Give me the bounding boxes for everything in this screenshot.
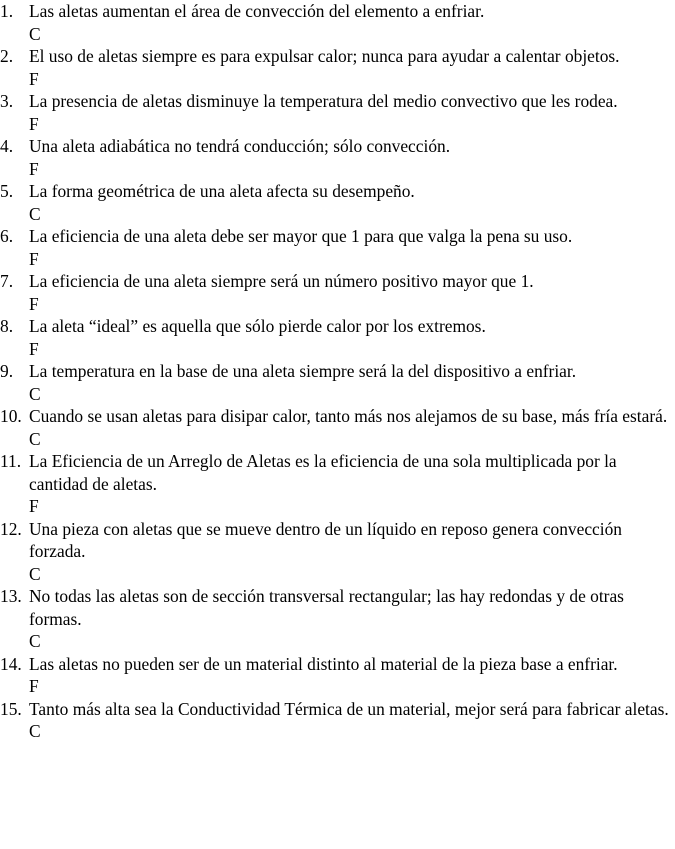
question-text: Las aletas no pueden ser de un material distinto al material de la pieza base a enfriar.	[29, 653, 618, 674]
question-answer: F	[29, 496, 39, 516]
question-row	[0, 180, 675, 203]
question-text: La Eficiencia de un Arreglo de Aletas es la eficiencia de una sola multiplicada por la cantidad de aletas.	[29, 451, 617, 494]
question-answer: F	[29, 248, 39, 269]
question-row	[0, 315, 675, 338]
question-text: Las aletas aumentan el área de convección del elemento a enfriar.	[29, 1, 485, 21]
question-number: 14.	[0, 653, 22, 674]
question-answer: F	[29, 338, 39, 359]
question-answer: C	[29, 203, 41, 224]
question-text: La temperatura en la base de una aleta siempre será la del dispositivo a enfriar.	[29, 361, 577, 381]
question-number: 12.	[0, 518, 22, 539]
question-number: 3.	[0, 91, 14, 111]
question-row	[0, 585, 675, 630]
question-text: Una aleta adiabática no tendrá conducción; sólo convección.	[29, 136, 451, 156]
question-row	[0, 653, 675, 676]
question-answer: F	[29, 113, 39, 134]
question-text: Una pieza con aletas que se mueve dentro de un líquido en reposo genera convección forzada.	[29, 518, 622, 561]
question-answer: C	[29, 428, 41, 449]
question-text: La aleta “ideal” es aquella que sólo pierde calor por los extremos.	[29, 316, 486, 336]
question-item	[0, 135, 675, 180]
question-text: La eficiencia de una aleta debe ser mayor que 1 para que valga la pena su uso.	[29, 226, 573, 246]
question-row	[0, 225, 675, 248]
question-item	[0, 0, 675, 45]
question-item	[0, 698, 675, 743]
question-text: La forma geométrica de una aleta afecta su desempeño.	[29, 181, 415, 201]
question-row	[0, 360, 675, 383]
question-item	[0, 180, 675, 225]
question-text: No todas las aletas son de sección transversal rectangular; las hay redondas y de otras formas.	[29, 586, 624, 629]
question-item	[0, 360, 675, 405]
question-item	[0, 45, 675, 90]
question-row	[0, 518, 675, 563]
question-number: 1.	[0, 1, 14, 21]
question-number: 10.	[0, 406, 22, 426]
question-number: 9.	[0, 361, 14, 381]
question-number: 6.	[0, 226, 14, 246]
question-text: El uso de aletas siempre es para expulsar calor; nunca para ayudar a calentar objetos.	[29, 46, 620, 66]
question-row	[0, 0, 675, 23]
question-answer: C	[29, 383, 41, 404]
question-item	[0, 450, 675, 518]
question-row	[0, 450, 675, 495]
question-answer: C	[29, 23, 41, 44]
question-answer: F	[29, 293, 39, 314]
question-number: 8.	[0, 316, 14, 336]
question-item	[0, 270, 675, 315]
question-item	[0, 653, 675, 698]
question-item	[0, 518, 675, 586]
question-text: La presencia de aletas disminuye la temperatura del medio convectivo que les rodea.	[29, 91, 618, 111]
question-row	[0, 405, 675, 428]
question-number: 15.	[0, 698, 22, 719]
question-answer: F	[29, 676, 39, 696]
question-number: 2.	[0, 46, 14, 66]
question-answer: C	[29, 721, 41, 741]
question-row	[0, 698, 675, 721]
question-text: La eficiencia de una aleta siempre será un número positivo mayor que 1.	[29, 271, 534, 291]
question-number: 4.	[0, 136, 14, 156]
question-row	[0, 135, 675, 158]
question-text: Cuando se usan aletas para disipar calor, tanto más nos alejamos de su base, más fría estará.	[29, 406, 668, 426]
question-number: 13.	[0, 586, 22, 606]
question-answer: C	[29, 563, 41, 584]
question-item	[0, 225, 675, 270]
question-item	[0, 315, 675, 360]
question-answer: F	[29, 158, 39, 179]
question-text: Tanto más alta sea la Conductividad Térmica de un material, mejor será para fabricar aletas.	[29, 698, 669, 719]
question-answer: C	[29, 631, 41, 651]
question-number: 11.	[0, 451, 22, 471]
question-answer: F	[29, 68, 39, 89]
question-item	[0, 405, 675, 450]
question-item	[0, 585, 675, 653]
question-row	[0, 270, 675, 293]
question-number: 5.	[0, 181, 14, 201]
question-number: 7.	[0, 271, 14, 291]
question-row	[0, 90, 675, 113]
question-item	[0, 90, 675, 135]
question-row	[0, 45, 675, 68]
